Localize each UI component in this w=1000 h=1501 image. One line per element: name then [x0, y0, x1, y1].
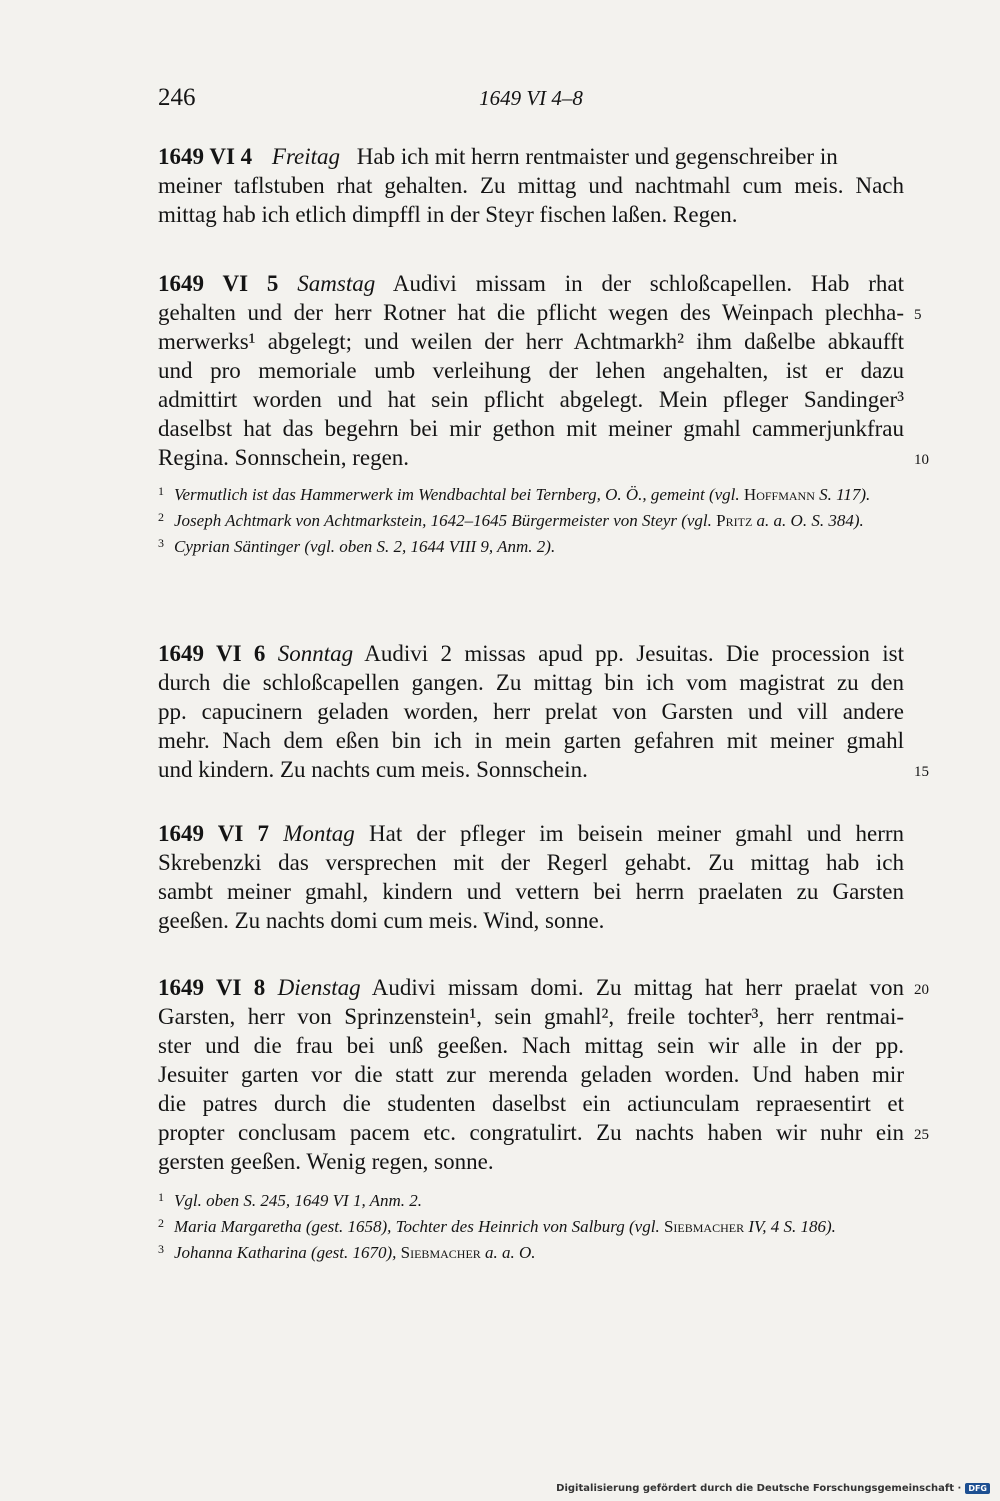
author-name: Hoffmann	[743, 485, 815, 504]
footnote-text: IV, 4 S.	[748, 1217, 797, 1236]
footnote-mark: 2	[158, 1216, 164, 1230]
footnote-text: a. a. O.	[756, 511, 808, 530]
entry-line	[158, 755, 929, 784]
entry-line: die patres durch die studenten daselbst ein actiunculam repraesentirt et	[158, 1091, 904, 1116]
footnote-text: Vermutlich ist das Hammerwerk im Wendbachtal bei Ternberg, O. Ö., gemeint (vgl.	[174, 485, 740, 504]
line-number: 15	[914, 764, 929, 780]
entry-line: Skrebenzki das versprechen mit der Regerl gehabt. Zu mittag hab ich	[158, 850, 904, 875]
entry-line: merwerks¹ abgelegt; und weilen der herr Achtmarkh² ihm daßelbe abkaufft	[158, 329, 904, 354]
entry-line: mehr. Nach dem eßen bin ich in mein garten gefahren mit meiner gmahl	[158, 728, 904, 753]
footnote-mark: 3	[158, 1242, 164, 1256]
page-number: 246	[158, 84, 196, 111]
footnote	[158, 510, 904, 532]
entry-line	[158, 298, 922, 327]
credit-text: Digitalisierung gefördert durch die Deutsche Forschungsgemeinschaft ·	[556, 1483, 962, 1494]
page-header	[158, 84, 904, 114]
footnote-text: a. a. O.	[485, 1243, 536, 1262]
entry-text: und kindern. Zu nachts cum meis. Sonnschein.	[158, 757, 588, 782]
footnote-text: Johanna Katharina (gest. 1670),	[174, 1243, 397, 1262]
author-name: Siebmacher	[400, 1243, 481, 1262]
diary-entry-1649-vi-8	[158, 973, 929, 1176]
entry-line: ster und die frau bei unß geeßen. Nach mittag sein wir alle in der pp.	[158, 1033, 904, 1058]
entry-text: Regina. Sonnschein, regen.	[158, 445, 410, 470]
footnote-text: S. 117).	[819, 485, 871, 504]
footnote-mark: 3	[158, 536, 164, 550]
running-head: 1649 VI 4–8	[479, 86, 583, 110]
entry-line	[158, 269, 904, 298]
entry-weekday: Dienstag	[277, 975, 361, 1000]
entry-line: daselbst hat das begehrn bei mir gethon mit meiner gmahl cammerjunkfrau	[158, 416, 904, 441]
author-name: Pritz	[716, 511, 753, 530]
entry-line: durch die schloßcapellen gangen. Zu mittag bin ich vom magistrat zu den	[158, 670, 904, 695]
footnote-text: Cyprian Säntinger (vgl. oben S. 2, 1644 VIII 9, Anm. 2).	[174, 537, 556, 556]
entry-date: 1649 VI 6	[158, 641, 266, 666]
entry-text: Hat der pfleger im beisein meiner gmahl und herrn	[369, 821, 905, 846]
footnote	[158, 1216, 904, 1238]
footnotes-block	[158, 1190, 904, 1264]
diary-entry-1649-vi-6	[158, 639, 929, 784]
entry-line	[158, 639, 904, 668]
digitization-credit	[556, 1483, 990, 1494]
footnote-text: Joseph Achtmark von Achtmarkstein, 1642–1645 Bürgermeister von Steyr (vgl.	[174, 511, 712, 530]
entry-line	[158, 443, 929, 472]
footnote-text: S. 384).	[811, 511, 864, 530]
footnote	[158, 484, 904, 506]
entry-weekday: Montag	[283, 821, 355, 846]
entry-line: pp. capucinern geladen worden, herr prelat von Garsten und vill andere	[158, 699, 904, 724]
footnote-mark: 1	[158, 1190, 164, 1204]
line-number: 5	[914, 307, 922, 323]
entry-line	[158, 142, 904, 171]
footnotes-block	[158, 484, 904, 558]
footnote-text: 186).	[800, 1217, 836, 1236]
entry-line: Garsten, herr von Sprinzenstein¹, sein gmahl², freile tochter³, herr rentmai-	[158, 1004, 904, 1029]
entry-text: Hab ich mit herrn rentmaister und gegenschreiber in	[356, 144, 838, 169]
entry-line: mittag hab ich etlich dimpffl in der Steyr fischen laßen. Regen.	[158, 202, 738, 227]
entry-line	[158, 973, 929, 1002]
line-number: 20	[914, 982, 929, 998]
entry-line: gersten geeßen. Wenig regen, sonne.	[158, 1149, 494, 1174]
entry-date: 1649 VI 4	[158, 144, 253, 169]
entry-weekday: Samstag	[297, 271, 376, 296]
entry-text: propter conclusam pacem etc. congratulirt. Zu nachts haben wir nuhr ein	[158, 1120, 904, 1145]
footnote	[158, 1242, 904, 1264]
footnote-mark: 2	[158, 510, 164, 524]
entry-date: 1649 VI 5	[158, 271, 279, 296]
entry-date: 1649 VI 8	[158, 975, 266, 1000]
entry-line: geeßen. Zu nachts domi cum meis. Wind, sonne.	[158, 908, 605, 933]
diary-entry-1649-vi-5	[158, 269, 929, 472]
entry-line	[158, 819, 904, 848]
diary-entry-1649-vi-4	[158, 142, 904, 229]
footnote	[158, 536, 904, 558]
footnote-text: Maria Margaretha (gest. 1658), Tochter des Heinrich von Salburg (vgl.	[174, 1217, 660, 1236]
entry-line: sambt meiner gmahl, kindern und vettern bei herrn praelaten zu Garsten	[158, 879, 904, 904]
footnote-mark: 1	[158, 484, 164, 498]
entry-text: Audivi missam domi. Zu mittag hat herr praelat von	[371, 975, 905, 1000]
entry-line: admittirt worden und hat sein pflicht abgelegt. Mein pfleger Sandinger³	[158, 387, 904, 412]
entry-text: Audivi 2 missas apud pp. Jesuitas. Die procession ist	[364, 641, 905, 666]
footnote-text: Vgl. oben S. 245, 1649 VI 1, Anm. 2.	[174, 1191, 423, 1210]
line-number: 25	[914, 1127, 929, 1143]
entry-text: Audivi missam in der schloßcapellen. Hab rhat	[392, 271, 905, 296]
entry-text: gehalten und der herr Rotner hat die pflicht wegen des Weinpach plechha-	[158, 300, 904, 325]
dfg-logo: DFG	[965, 1483, 990, 1494]
author-name: Siebmacher	[663, 1217, 745, 1236]
diary-entry-1649-vi-7	[158, 819, 904, 935]
entry-weekday: Freitag	[271, 144, 341, 169]
entry-weekday: Sonntag	[277, 641, 354, 666]
entry-line: meiner taflstuben rhat gehalten. Zu mittag und nachtmahl cum meis. Nach	[158, 173, 904, 198]
footnote	[158, 1190, 904, 1212]
line-number: 10	[914, 452, 929, 468]
entry-line	[158, 1118, 929, 1147]
entry-line: und pro memoriale umb verleihung der lehen angehalten, ist er dazu	[158, 358, 904, 383]
entry-date: 1649 VI 7	[158, 821, 270, 846]
entry-line: Jesuiter garten vor die statt zur merenda geladen worden. Und haben mir	[158, 1062, 904, 1087]
